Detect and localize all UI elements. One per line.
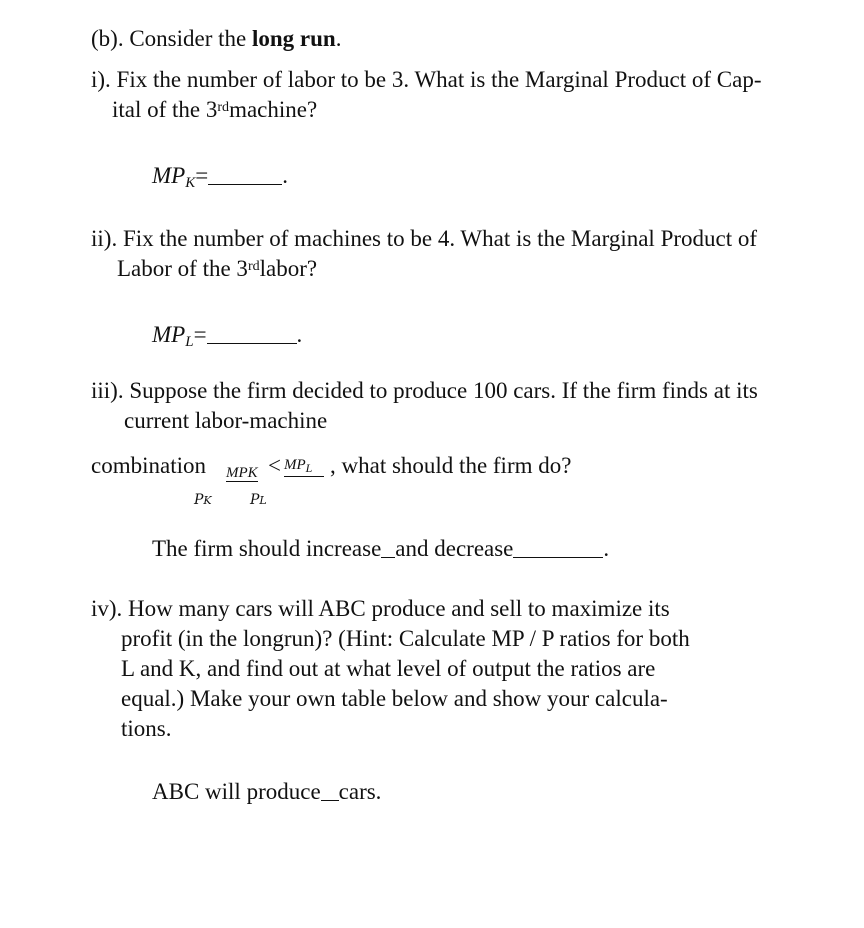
part-b-heading: (b). Consider the long run. — [91, 26, 342, 51]
q3-answer-line: The firm should increase and decrease . — [152, 536, 610, 561]
q4-line4: equal.) Make your own table below and show your calcula- — [121, 686, 668, 711]
q1-answer-blank[interactable] — [208, 164, 282, 185]
q4-line3: L and K, and find out at what level of output the ratios are — [121, 656, 656, 681]
q2-answer-blank[interactable] — [207, 323, 297, 344]
q4-cars-blank[interactable] — [321, 780, 339, 801]
q4-line1: iv). How many cars will ABC produce and sell to maximize its — [91, 596, 670, 621]
q3-line2: current labor-machine — [124, 408, 328, 433]
q1-line2: ital of the 3rdmachine? — [112, 97, 318, 122]
fraction-mpl-over-pl-denominator: PL — [250, 492, 267, 508]
q4-answer-line: ABC will produce cars. — [152, 779, 382, 804]
fraction-mpk-over-pk-numerator: MPK — [226, 465, 258, 481]
q3-combination-tail: , what should the firm do? — [330, 453, 572, 478]
q3-decrease-blank[interactable] — [513, 537, 603, 558]
q4-line5: tions. — [121, 716, 172, 741]
q3-line1: iii). Suppose the firm decided to produce 100 cars. If the firm finds at its — [91, 378, 758, 403]
fraction-mpl-over-pl-numerator: MPL — [284, 449, 324, 477]
q4-line2: profit (in the longrun)? (Hint: Calculate MP / P ratios for both — [121, 626, 690, 651]
q2-line1: ii). Fix the number of machines to be 4. What is the Marginal Product of — [91, 226, 758, 251]
q1-line1: i). Fix the number of labor to be 3. What is the Marginal Product of Cap- — [91, 67, 762, 92]
q2-line2: Labor of the 3rdlabor? — [117, 256, 318, 281]
long-run-bold: long run — [251, 26, 336, 51]
fraction-mpk-over-pk-denominator: PK — [194, 492, 212, 508]
q2-answer-line: $MP_L=$ . — [152, 322, 303, 350]
less-than-sign: < — [268, 453, 281, 478]
q3-increase-blank[interactable] — [381, 537, 395, 558]
q1-answer-line: $MP_K=$ . — [152, 163, 288, 191]
q3-combination-word: combination — [91, 453, 206, 478]
